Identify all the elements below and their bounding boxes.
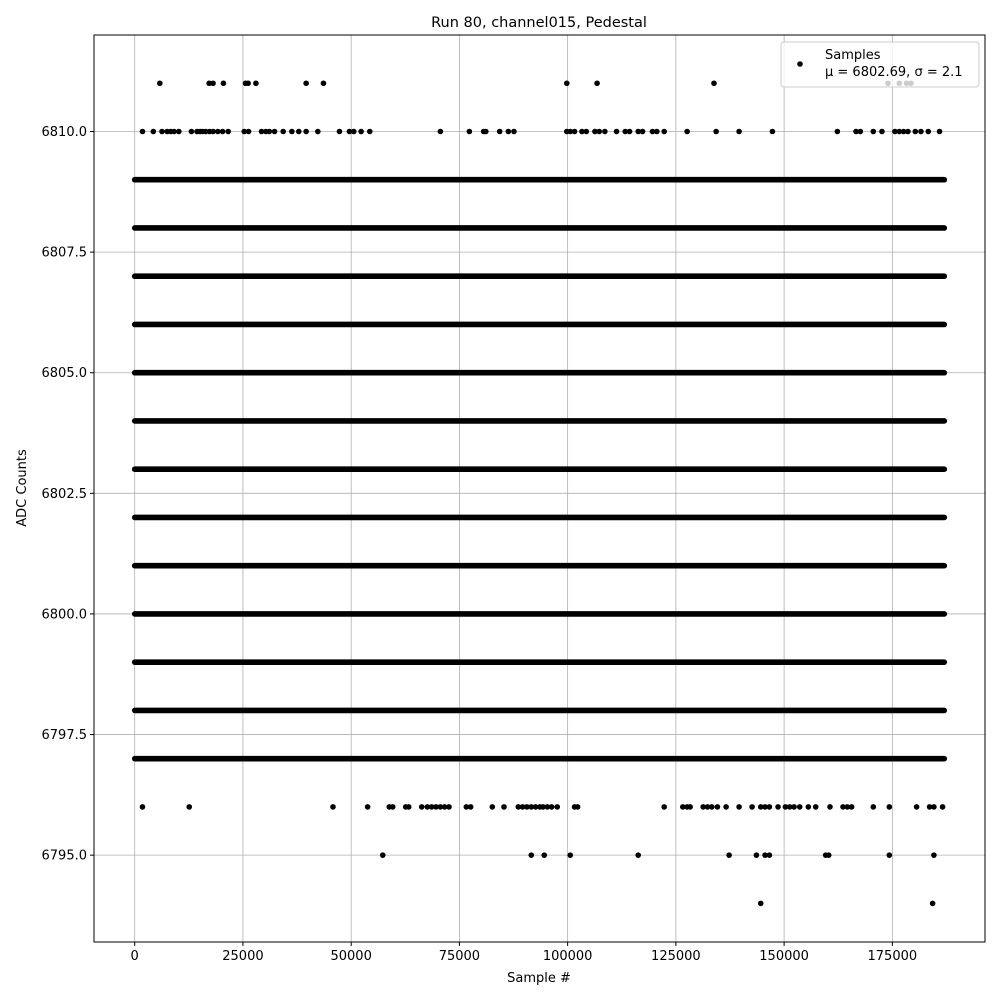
data-point [221, 80, 227, 86]
data-point [594, 80, 600, 86]
data-point [365, 804, 371, 810]
data-point [171, 129, 177, 135]
data-point [303, 80, 309, 86]
chart-title: Run 80, channel015, Pedestal [431, 15, 647, 31]
data-point [723, 804, 729, 810]
data-point [176, 129, 182, 135]
data-point [351, 129, 357, 135]
data-point [186, 804, 192, 810]
legend [781, 42, 979, 87]
x-tick-label: 75000 [438, 949, 481, 964]
data-point [758, 901, 764, 907]
data-point [687, 804, 693, 810]
data-point [358, 129, 364, 135]
data-point [791, 804, 797, 810]
data-point [296, 129, 302, 135]
data-point [912, 129, 918, 135]
data-point [661, 804, 667, 810]
data-point [879, 129, 885, 135]
data-point [490, 804, 496, 810]
data-point [914, 804, 920, 810]
data-point [215, 129, 221, 135]
x-tick-label: 150000 [759, 949, 809, 964]
data-point [767, 852, 773, 858]
data-point [806, 804, 812, 810]
data-point [467, 129, 473, 135]
x-axis-label: Sample # [507, 971, 571, 986]
data-point [887, 852, 893, 858]
data-point [654, 129, 660, 135]
data-point [835, 129, 841, 135]
data-point [272, 129, 278, 135]
data-point [140, 804, 146, 810]
data-point [315, 129, 321, 135]
legend-stats: μ = 6802.69, σ = 2.1 [825, 65, 963, 80]
data-point [858, 129, 864, 135]
data-point [887, 804, 893, 810]
data-point [289, 129, 295, 135]
data-point [905, 129, 911, 135]
data-point [635, 852, 641, 858]
data-point [925, 129, 931, 135]
y-tick-label: 6810.0 [41, 124, 87, 140]
data-point [640, 129, 646, 135]
data-point [253, 80, 259, 86]
y-tick-label: 6800.0 [41, 607, 87, 623]
data-point [940, 804, 946, 810]
data-point [918, 129, 924, 135]
data-point [438, 129, 444, 135]
data-point [419, 804, 425, 810]
data-point [775, 804, 781, 810]
data-point [849, 804, 855, 810]
y-tick-label: 6802.5 [41, 486, 87, 502]
data-point [826, 852, 832, 858]
data-point [159, 129, 165, 135]
x-tick-label: 125000 [651, 949, 701, 964]
x-tick-label: 100000 [542, 949, 593, 964]
y-tick-label: 6797.5 [41, 728, 87, 744]
data-point [330, 804, 336, 810]
data-point [501, 804, 507, 810]
data-point [754, 852, 760, 858]
y-tick-label: 6795.0 [41, 848, 87, 864]
data-point [813, 804, 819, 810]
data-point [497, 129, 503, 135]
data-point [367, 129, 373, 135]
data-point [406, 804, 412, 810]
data-point [210, 129, 216, 135]
data-point [554, 804, 560, 810]
data-point [511, 129, 517, 135]
data-point [931, 852, 937, 858]
data-point [614, 129, 620, 135]
data-point [713, 129, 719, 135]
x-tick-label: 175000 [867, 949, 918, 964]
data-point [661, 129, 667, 135]
data-point [303, 129, 309, 135]
data-point [157, 80, 163, 86]
data-point [506, 129, 512, 135]
data-point [711, 80, 717, 86]
x-tick-label: 25000 [222, 949, 264, 964]
data-point [767, 804, 773, 810]
data-point [567, 852, 573, 858]
data-point [770, 129, 776, 135]
data-point [602, 129, 608, 135]
data-point [245, 80, 251, 86]
data-point [827, 804, 833, 810]
data-point [280, 129, 286, 135]
data-point [189, 129, 195, 135]
data-point [931, 804, 937, 810]
data-point [246, 129, 252, 135]
y-tick-label: 6805.0 [41, 366, 87, 382]
data-point [575, 804, 581, 810]
legend-series-name: Samples [825, 48, 881, 63]
data-point [749, 804, 755, 810]
data-point [715, 804, 721, 810]
data-point [871, 129, 877, 135]
data-point [549, 804, 555, 810]
data-point [709, 804, 715, 810]
data-point [380, 852, 386, 858]
data-point [446, 804, 452, 810]
x-tick-label: 0 [130, 949, 139, 964]
data-point [797, 804, 803, 810]
data-point [337, 129, 343, 135]
data-point [937, 129, 943, 135]
y-axis-label: ADC Counts [15, 449, 30, 527]
data-point [390, 804, 396, 810]
data-point [321, 80, 327, 86]
data-point [871, 804, 877, 810]
data-point [151, 129, 157, 135]
data-point [564, 80, 570, 86]
data-point [541, 852, 547, 858]
data-point [528, 852, 534, 858]
data-point [210, 80, 216, 86]
legend-marker [797, 61, 803, 67]
data-point [483, 129, 489, 135]
y-tick-label: 6807.5 [41, 245, 87, 261]
data-point [583, 129, 589, 135]
data-point [736, 129, 742, 135]
data-point [596, 129, 602, 135]
data-point [726, 852, 732, 858]
data-point [930, 901, 936, 907]
data-point [684, 129, 690, 135]
data-point [572, 129, 578, 135]
data-point [267, 129, 273, 135]
data-point [627, 129, 633, 135]
x-tick-label: 50000 [330, 949, 372, 964]
data-point [736, 804, 742, 810]
data-point [225, 129, 231, 135]
data-point [468, 804, 474, 810]
data-point [220, 129, 226, 135]
data-point [140, 129, 146, 135]
